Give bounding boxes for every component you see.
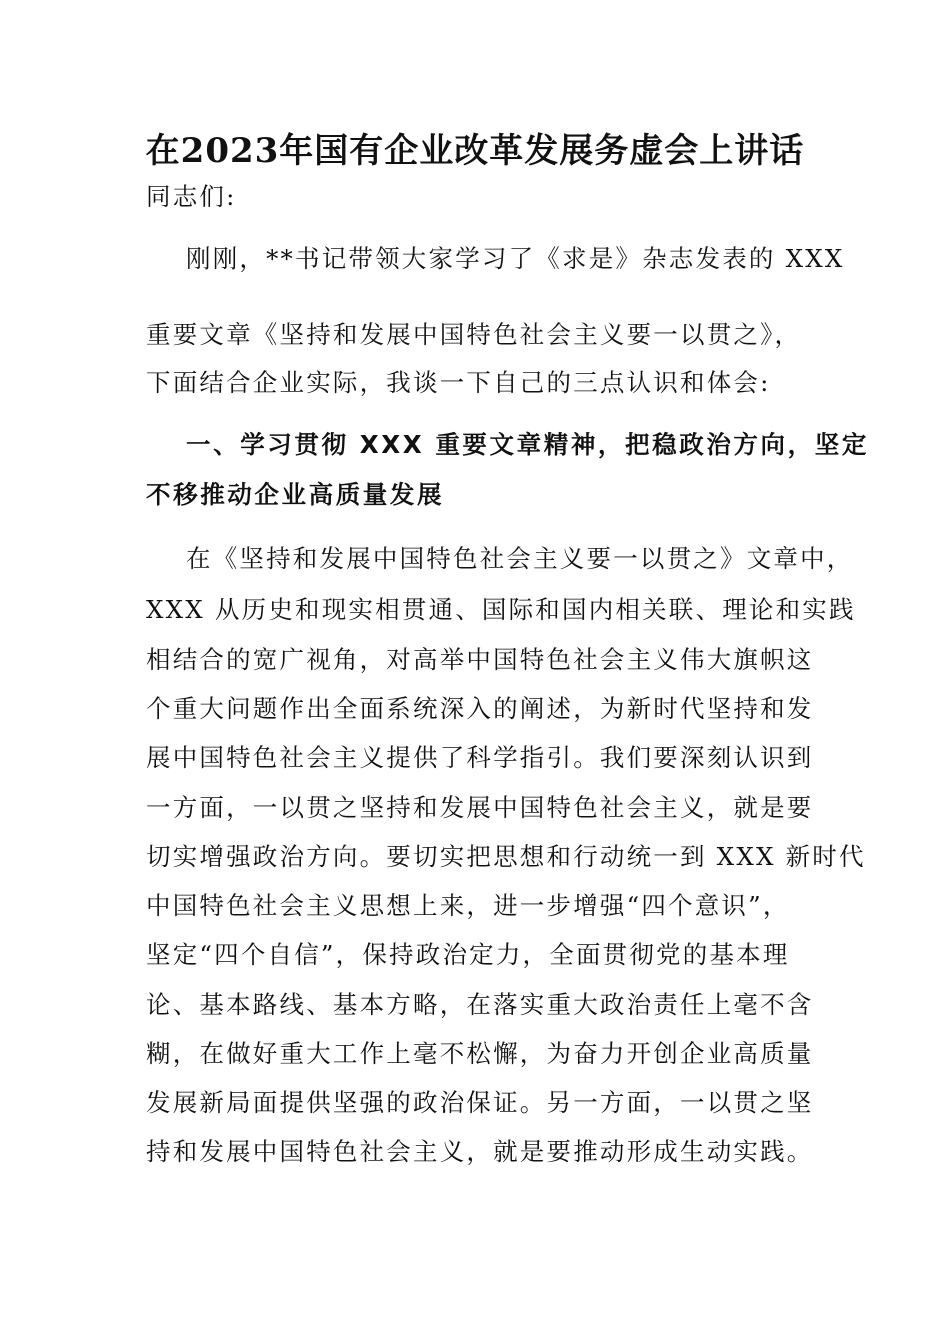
document-title: 在2023年国有企业改革发展务虚会上讲话 — [145, 131, 805, 171]
intro-line: 重要文章《坚持和发展中国特色社会主义要一以贯之》， — [146, 320, 802, 349]
body-line: 糊，在做好重大工作上毫不松懈，为奋力开创企业高质量 — [146, 1039, 814, 1068]
body-line: 在《坚持和发展中国特色社会主义要一以贯之》文章中， — [186, 544, 854, 573]
body-line: 坚定“四个自信”，保持政治定力，全面贯彻党的基本理 — [146, 940, 790, 969]
body-line: 相结合的宽广视角，对高举中国特色社会主义伟大旗帜这 — [146, 645, 814, 674]
section-heading-line: 不移推动企业高质量发展 — [146, 480, 445, 509]
body-line: 中国特色社会主义思想上来，进一步增强“四个意识”， — [146, 891, 790, 920]
body-line: 切实增强政治方向。要切实把思想和行动统一到 XXX 新时代 — [146, 842, 866, 871]
body-line: 一方面，一以贯之坚持和发展中国特色社会主义，就是要 — [146, 793, 814, 822]
body-line: 持和发展中国特色社会主义，就是要推动形成生动实践。 — [146, 1137, 814, 1166]
intro-line: 刚刚，**书记带领大家学习了《求是》杂志发表的 XXX — [186, 244, 845, 273]
body-line: 论、基本路线、基本方略，在落实重大政治责任上毫不含 — [146, 990, 814, 1019]
section-heading-line: 一、学习贯彻 XXX 重要文章精神，把稳政治方向，坚定 — [186, 430, 869, 459]
body-line: 展中国特色社会主义提供了科学指引。我们要深刻认识到 — [146, 743, 814, 772]
body-line: 个重大问题作出全面系统深入的阐述，为新时代坚持和发 — [146, 694, 814, 723]
body-line: 发展新局面提供坚强的政治保证。另一方面，一以贯之坚 — [146, 1088, 814, 1117]
intro-line: 下面结合企业实际，我谈一下自己的三点认识和体会: — [146, 368, 771, 397]
body-line: XXX 从历史和现实相贯通、国际和国内相关联、理论和实践 — [146, 595, 856, 624]
salutation: 同志们: — [146, 182, 237, 211]
